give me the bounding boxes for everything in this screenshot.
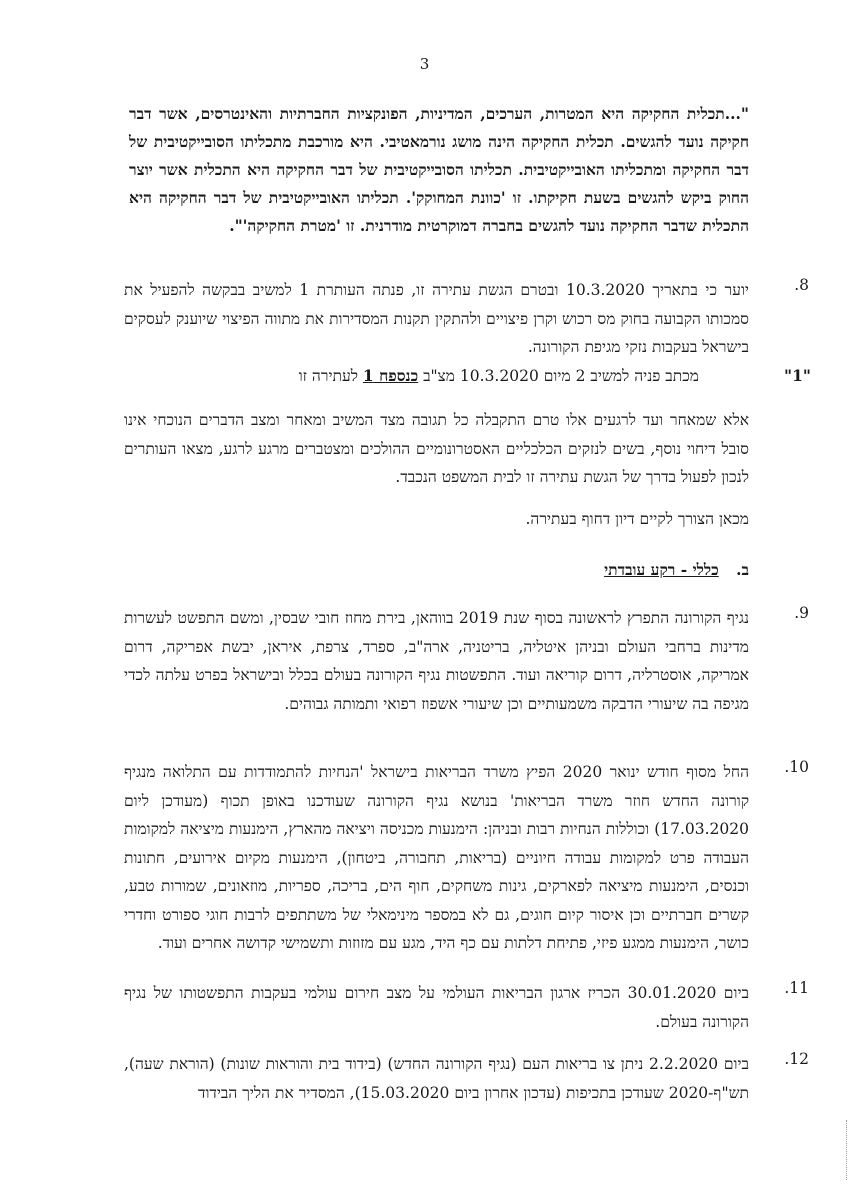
appendix-reference-line [99, 366, 699, 386]
paragraph-8: יוער כי בתאריך 10.3.2020 ובטרם הגשת עתירה זו, פנתה העותרת 1 למשיב בבקשה להפעיל את סמכותו הקבועה בחוק מס רכוש וקרן פיצויים ולהתקין תקנות המסדירות את מתווה הפיצוי שיוענק לעסקים בישראל בעקבות נזקי מגיפת הקורונה. [124, 281, 749, 356]
appendix-text-before: מכתב פניה למשיב 2 מיום 10.3.2020 מצ"ב [418, 367, 699, 385]
page-number: 3 [419, 55, 430, 73]
paragraph-number-10: 10. [784, 758, 809, 776]
paragraph-12: ביום 2.2.2020 ניתן צו בריאות העם (נגיף הקורונה החדש) (בידוד בית והוראות שונות) (הוראת שעה), תש"ף-2020 שעודכן בתכיפות (עדכון אחרון ביום 15.03.2020), המסדיר את הליך הבידוד [124, 1055, 749, 1102]
appendix-tag: "1" [784, 366, 811, 385]
paragraph-number-11: 11. [784, 979, 809, 997]
paragraph-10: החל מסוף חודש ינואר 2020 הפיץ משרד הבריאות בישראל 'הנחיות להתמודדות עם התלואה מנגיף קורונה החדש חוזר משרד הבריאות' בנושא נגיף הקורונה שעודכנו באופן תכוף (מעודכן ליום 17.03.2020) וכוללות הנחיות רבות ובניהן: הימנעות מכניסה ויציאה מהארץ, הימנעות מיציאה למקומות העבודה פרט למקומות עבודה חיוניים (בריאות, תחבורה, ביטחון), הימנעות מקיום אירועים, חתונות וכנסים, הימנעות מיציאה לפארקים, גינות משחקים, חוף הים, בריכה, ספריות, מוזאונים, שמורות טבע, קשרים חברתיים וכן איסור קיום חוגים, גם לא במספר מינימאלי של משתתפים לרבות חוגי ספורט וחדרי כושר, הימנעות ממגע פיזי, פתיחת דלתות עם כף היד, מגע עם מזוזות ותשמישי קדושה אחרים ועוד. [124, 763, 749, 952]
interim-paragraph-2: מכאן הצורך לקיים דיון דחוף בעתירה. [525, 510, 749, 528]
section-heading [604, 560, 749, 580]
section-letter: ב. [736, 560, 749, 579]
section-title: כללי - רקע עובדתי [604, 560, 719, 579]
legal-quote: "...תכלית החקיקה היא המטרות, הערכים, המדיניות, הפונקציות החברתיות והאינטרסים, אשר דבר חקיקה נועד להגשים. תכלית החקיקה הינה מושג נורמאטיבי. היא מורכבת מתכליתו הסובייקטיבית של דבר החקיקה ומתכליתו האובייקטיבית. תכליתו הסובייקטיבית של דבר החקיקה היא התכלית אשר יוצר החוק ביקש להגשים בשעת חקיקתו. זו 'כוונת המחוקק'. תכליתו האובייקטיבית של דבר החקיקה היא התכלית שדבר החקיקה נועד להגשים בחברה דמוקרטית מודרנית. זו 'מטרת החקיקה'". [129, 104, 749, 235]
appendix-ref: כנספח 1 [362, 366, 419, 385]
paragraph-number-8: 8. [794, 276, 809, 294]
paragraph-number-12: 12. [784, 1050, 809, 1068]
interim-paragraph-1: אלא שמאחר ועד לרגעים אלו טרם התקבלה כל תגובה מצד המשיב ומאחר ומצב הדברים הנוכחי אינו סובל דיחוי נוסף, בשים לנזקים הכלכליים האסטרונומיים ההולכים ומצטברים מרגע לרגע, מצאו העותרים לנכון לפעול בדרך של הגשת עתירה זו לבית המשפט הנכבד. [124, 411, 749, 486]
paragraph-number-9: 9. [794, 604, 809, 622]
paragraph-11: ביום 30.01.2020 הכריז ארגון הבריאות העולמי על מצב חירום עולמי בעקבות התפשטותו של נגיף הקורונה בעולם. [124, 984, 749, 1031]
scan-edge-mark [844, 1120, 847, 1180]
appendix-text-after: לעתירה זו [298, 367, 363, 385]
paragraph-9: נגיף הקורונה התפרץ לראשונה בסוף שנת 2019 בווהאן, בירת מחוז חובי שבסין, ומשם התפשט לעשרות מדינות ברחבי העולם ובניהן איטליה, בריטניה, ארה"ב, ספרד, צרפת, איראן, יבשת אפריקה, דרום אמריקה, אוסטרליה, דרום קוריאה ועוד. התפשטות נגיף הקורונה בעולם בכלל ובישראל בפרט עלתה לכדי מגיפה בה שיעורי הדבקה משמעותיים וכן שיעורי אשפוז רפואי ותמותה גבוהים. [124, 609, 749, 713]
